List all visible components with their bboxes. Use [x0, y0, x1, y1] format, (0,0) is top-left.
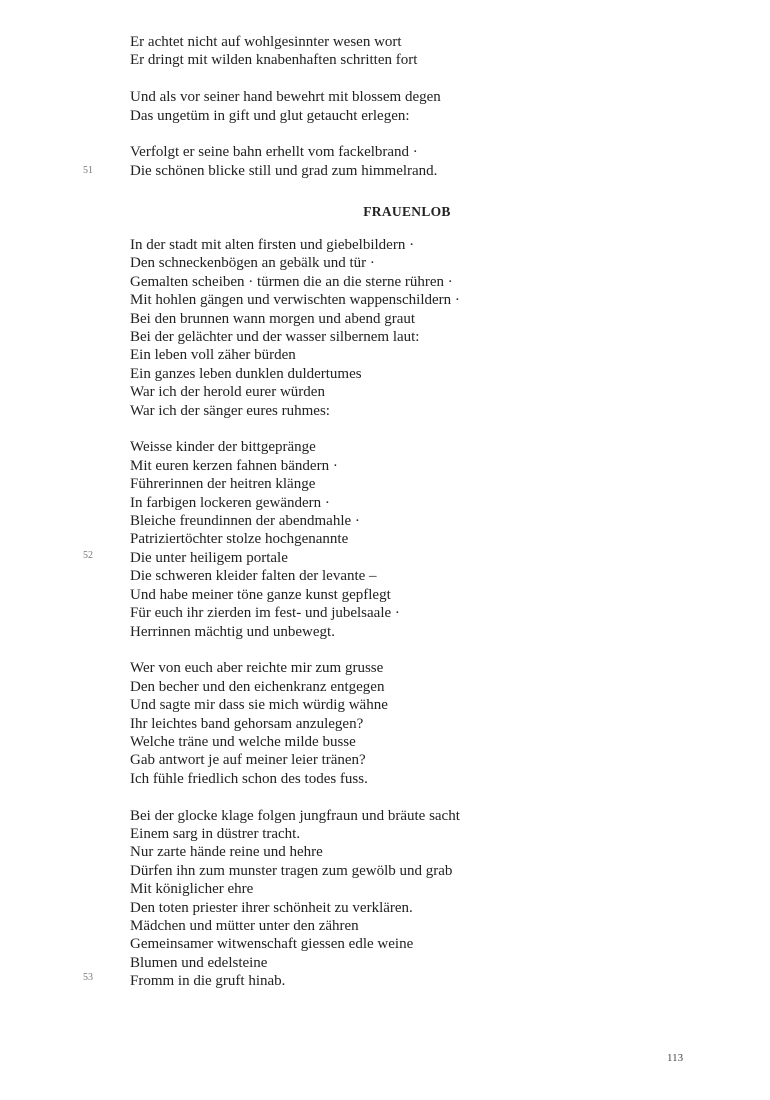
- verse-line: Herrinnen mächtig und unbewegt.: [130, 623, 335, 640]
- verse-line: Nur zarte hände reine und hehre: [130, 844, 323, 861]
- verse-line: Bleiche freundinnen der abendmahle ·: [130, 513, 360, 530]
- verse-line: Verfolgt er seine bahn erhellt vom fackelbrand ·: [130, 144, 418, 161]
- verse-line: Ich fühle friedlich schon des todes fuss.: [130, 770, 368, 787]
- verse-line: Und habe meiner töne ganze kunst gepflegt: [130, 586, 391, 603]
- verse-line: Und sagte mir dass sie mich würdig wähne: [130, 697, 388, 714]
- verse-line: Gemeinsamer witwenschaft giessen edle weine: [130, 936, 414, 953]
- margin-line-number: 52: [83, 550, 93, 561]
- poem-body: [130, 236, 690, 991]
- verse-line: Mit euren kerzen fahnen bändern ·: [130, 457, 338, 474]
- verse-line: Den toten priester ihrer schönheit zu verklären.: [130, 899, 413, 916]
- verse-line: In der stadt mit alten firsten und giebelbildern ·: [130, 237, 415, 253]
- verse-line: Das ungetüm in gift und glut getaucht erlegen:: [130, 107, 410, 124]
- verse-line: Er dringt mit wilden knabenhaften schritten fort: [130, 52, 418, 69]
- verse-line: Einem sarg in düstrer tracht.: [130, 825, 301, 842]
- verse-line: Ihr leichtes band gehorsam anzulegen?: [130, 715, 364, 732]
- verse-line: Den schneckenbögen an gebälk und tür ·: [130, 255, 375, 272]
- verse-line: Blumen und edelsteine: [130, 954, 268, 971]
- verse-line: Und als vor seiner hand bewehrt mit blossem degen: [130, 89, 441, 106]
- verse-line: Dürfen ihn zum munster tragen zum gewölb und grab: [130, 862, 453, 879]
- page-number: 113: [667, 1052, 684, 1064]
- verse-line: Welche träne und welche milde busse: [130, 733, 356, 750]
- verse-line: In farbigen lockeren gewändern ·: [130, 494, 330, 511]
- verse-line: Gemalten scheiben · türmen die an die sterne rühren ·: [130, 273, 453, 290]
- verse-line: Bei den brunnen wann morgen und abend graut: [130, 310, 416, 327]
- verse-line: Patriziertöchter stolze hochgenannte: [130, 531, 349, 548]
- verse-line: War ich der herold eurer würden: [130, 384, 325, 401]
- verse-line: Bei der gelächter und der wasser silbernem laut:: [130, 329, 420, 346]
- verse-line: Weisse kinder der bittgepränge: [130, 439, 316, 456]
- verse-line: Mädchen und mütter unter den zähren: [130, 917, 359, 934]
- verse-line: Die schweren kleider falten der levante –: [130, 568, 377, 585]
- verse-line: Ein ganzes leben dunklen duldertumes: [130, 365, 362, 382]
- verse-line: Er achtet nicht auf wohlgesinnter wesen wort: [130, 34, 402, 50]
- verse-line: Mit königlicher ehre: [130, 881, 254, 898]
- margin-line-number: 53: [83, 972, 93, 983]
- verse-line: Die unter heiligem portale: [130, 549, 288, 566]
- verse-line: Gab antwort je auf meiner leier tränen?: [130, 752, 366, 769]
- verse-line: Führerinnen der heitren klänge: [130, 476, 316, 493]
- verse-line: Den becher und den eichenkranz entgegen: [130, 678, 385, 695]
- verse-line: Die schönen blicke still und grad zum himmelrand.: [130, 162, 438, 179]
- margin-line-number: 51: [83, 165, 93, 176]
- verse-line: Bei der glocke klage folgen jungfraun und bräute sacht: [130, 807, 460, 824]
- previous-poem-ending: [130, 33, 690, 180]
- poem-title: FRAUENLOB: [363, 204, 451, 219]
- verse-line: Wer von euch aber reichte mir zum grusse: [130, 660, 384, 677]
- verse-line: Ein leben voll zäher bürden: [130, 347, 296, 364]
- verse-line: War ich der sänger eures ruhmes:: [130, 402, 330, 419]
- verse-line: Mit hohlen gängen und verwischten wappenschildern ·: [130, 292, 460, 309]
- verse-line: Fromm in die gruft hinab.: [130, 973, 286, 990]
- verse-line: Für euch ihr zierden im fest- und jubelsaale ·: [130, 605, 400, 622]
